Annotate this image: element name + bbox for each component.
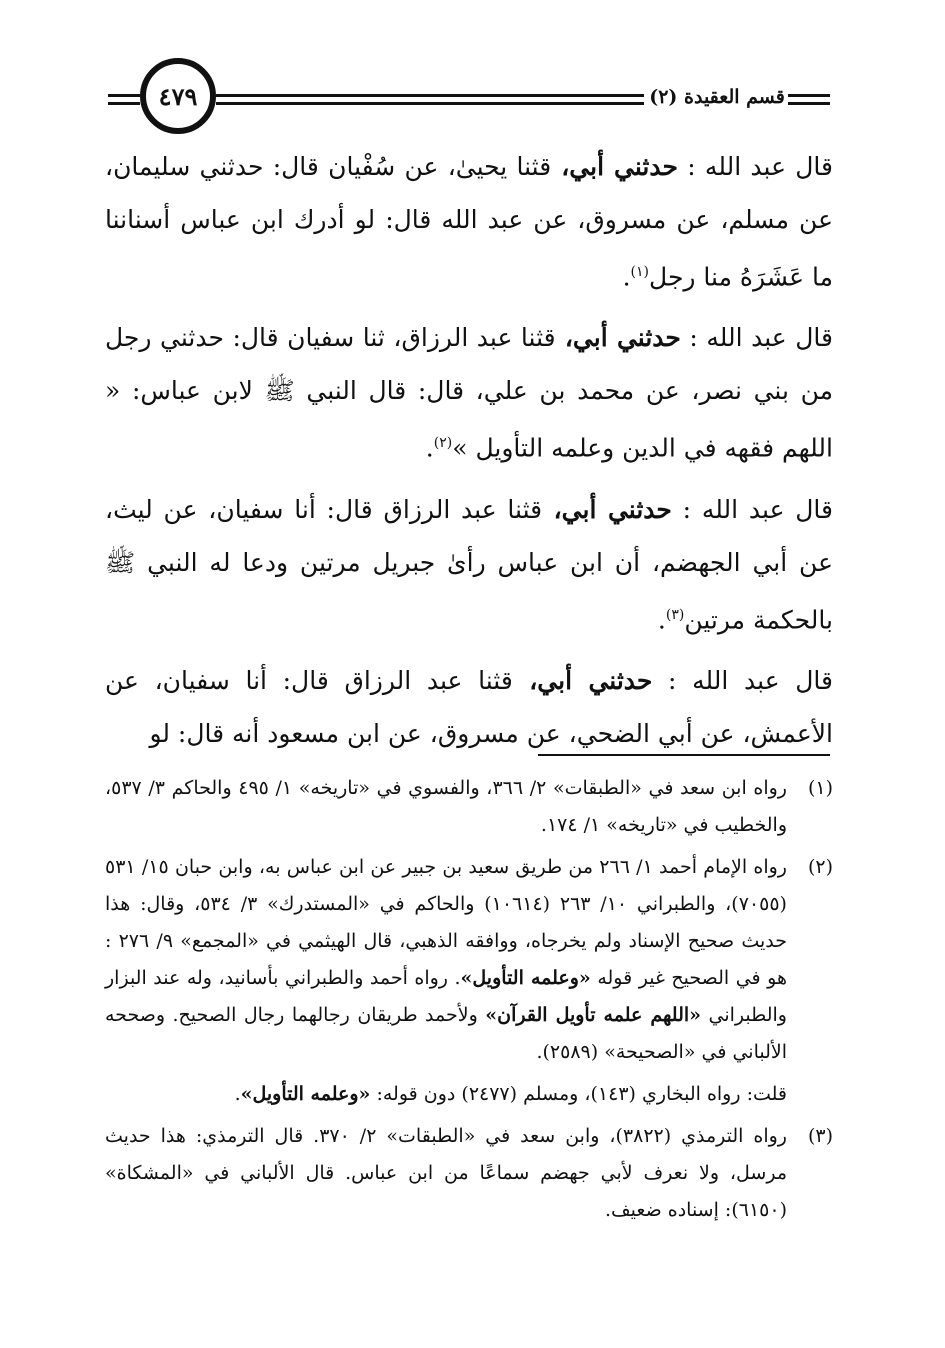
footnotes: [105, 770, 833, 1234]
header-rule: [788, 102, 830, 105]
paragraph-end: .: [622, 262, 631, 292]
footnote-number: (١): [807, 777, 833, 799]
footnote-text-part: رواه الإمام أحمد ١/ ٢٦٦ من طريق سعيد بن جبير عن ابن عباس به، وابن حبان ١٥/ ٥٣١ (٧٠٥٥)، والطبراني ١٠/ ٢٦٣ (١٠٦١٤) والحاكم في «المستدرك» ٣/ ٥٣٤، وقال: هذا حديث صحيح الإسناد ولم يخرجاه، ووافقه الذهبي، قال الهيثمي في «المجمع» ٩/ ٢٧٦ : هو في الصحيح غير قوله: [105, 856, 787, 989]
footnote-text-part: قلت: رواه البخاري (١٤٣)، ومسلم (٢٤٧٧) دون قوله:: [370, 1083, 787, 1105]
footnote: [105, 1118, 833, 1229]
header-rule: [108, 102, 140, 105]
paragraph-intro: قال عبد الله :: [677, 152, 834, 181]
paragraph: [105, 140, 833, 303]
footnote-text-part: .: [234, 1083, 241, 1105]
running-title: قسم العقيدة (٢): [649, 86, 785, 108]
paragraph-intro: قال عبد الله :: [671, 494, 833, 524]
paragraph-intro: قال عبد الله :: [652, 665, 834, 695]
footnote-ref: (٣): [665, 606, 685, 623]
page-header: [108, 58, 830, 148]
header-rule: [216, 94, 644, 97]
paragraph-body: قثنا يحيىٰ، عن سُفْيان قال: حدثني سليمان، عن مسلم، عن مسروق، عن عبد الله قال: لو أدرك ابن عباس أسناننا ما عَشَرَهُ منا رجل: [105, 152, 833, 292]
paragraph-bold: حدثني أبي،: [555, 323, 681, 353]
footnote: [105, 849, 833, 1071]
paragraph-bold: حدثني أبي،: [551, 152, 678, 181]
paragraph-bold: حدثني أبي،: [512, 665, 653, 695]
page-number: ٤٧٩: [158, 81, 198, 111]
footnote-separator: [538, 754, 830, 756]
footnote-ref: (٢): [433, 435, 453, 452]
footnote-text: [105, 849, 787, 1071]
footnote: [105, 770, 833, 844]
header-rule: [108, 94, 140, 97]
paragraph-body: قثنا عبد الرزاق قال: أنا سفيان، عن ليث، عن أبي الجهضم، أن ابن عباس رأىٰ جبريل مرتين ودعا له النبي ﷺ بالحكمة مرتين: [105, 494, 833, 634]
paragraph: [105, 654, 833, 760]
footnote-text-part: . رواه أحمد والطبراني بأسانيد، وله عند البزار والطبراني: [105, 967, 787, 1026]
footnote-bold: «اللهم علمه تأويل القرآن»: [485, 1004, 702, 1026]
paragraph-body: قثنا عبد الرزاق قال: أنا سفيان، عن الأعمش، عن أبي الضحي، عن مسروق، عن ابن مسعود أنه قال: لو: [105, 665, 833, 748]
footnote-continuation: [105, 1076, 833, 1113]
footnote-text: رواه ابن سعد في «الطبقات» ٢/ ٣٦٦، والفسوي في «تاريخه» ١/ ٤٩٥ والحاكم ٣/ ٥٣٧، والخطيب في «تاريخه» ١/ ١٧٤.: [105, 777, 787, 836]
footnote-number: (٢): [807, 856, 833, 878]
paragraph: [105, 311, 833, 474]
footnote-text: رواه الترمذي (٣٨٢٢)، وابن سعد في «الطبقات» ٢/ ٣٧٠. قال الترمذي: هذا حديث مرسل، ولا نعرف لأبي جهضم سماعًا من ابن عباس. قال الألباني في «المشكاة» (٦١٥٠): إسناده ضعيف.: [105, 1125, 787, 1221]
footnote-text-part: ولأحمد طريقان رجالهما رجال الصحيح. وصححه الألباني في «الصحيحة» (٢٥٨٩).: [105, 1004, 787, 1063]
paragraph-end: .: [425, 433, 434, 463]
footnote-ref: (١): [630, 264, 650, 280]
paragraph-body: قثنا عبد الرزاق، ثنا سفيان قال: حدثني رجل من بني نصر، عن محمد بن علي، قال: قال النبي ﷺ لابن عباس: « اللهم فقهه في الدين وعلمه التأويل »: [105, 323, 833, 463]
paragraph-intro: قال عبد الله :: [680, 323, 833, 353]
footnote-bold: «وعلمه التأويل»: [460, 967, 591, 989]
main-text: [105, 140, 833, 768]
header-rule: [216, 102, 644, 105]
footnote-number: (٣): [807, 1125, 833, 1147]
footnote-bold: «وعلمه التأويل»: [240, 1083, 371, 1105]
paragraph-end: .: [657, 604, 666, 634]
paragraph: [105, 483, 833, 646]
header-rule: [788, 94, 830, 97]
paragraph-bold: حدثني أبي،: [542, 494, 672, 524]
page-number-badge: [140, 58, 216, 134]
